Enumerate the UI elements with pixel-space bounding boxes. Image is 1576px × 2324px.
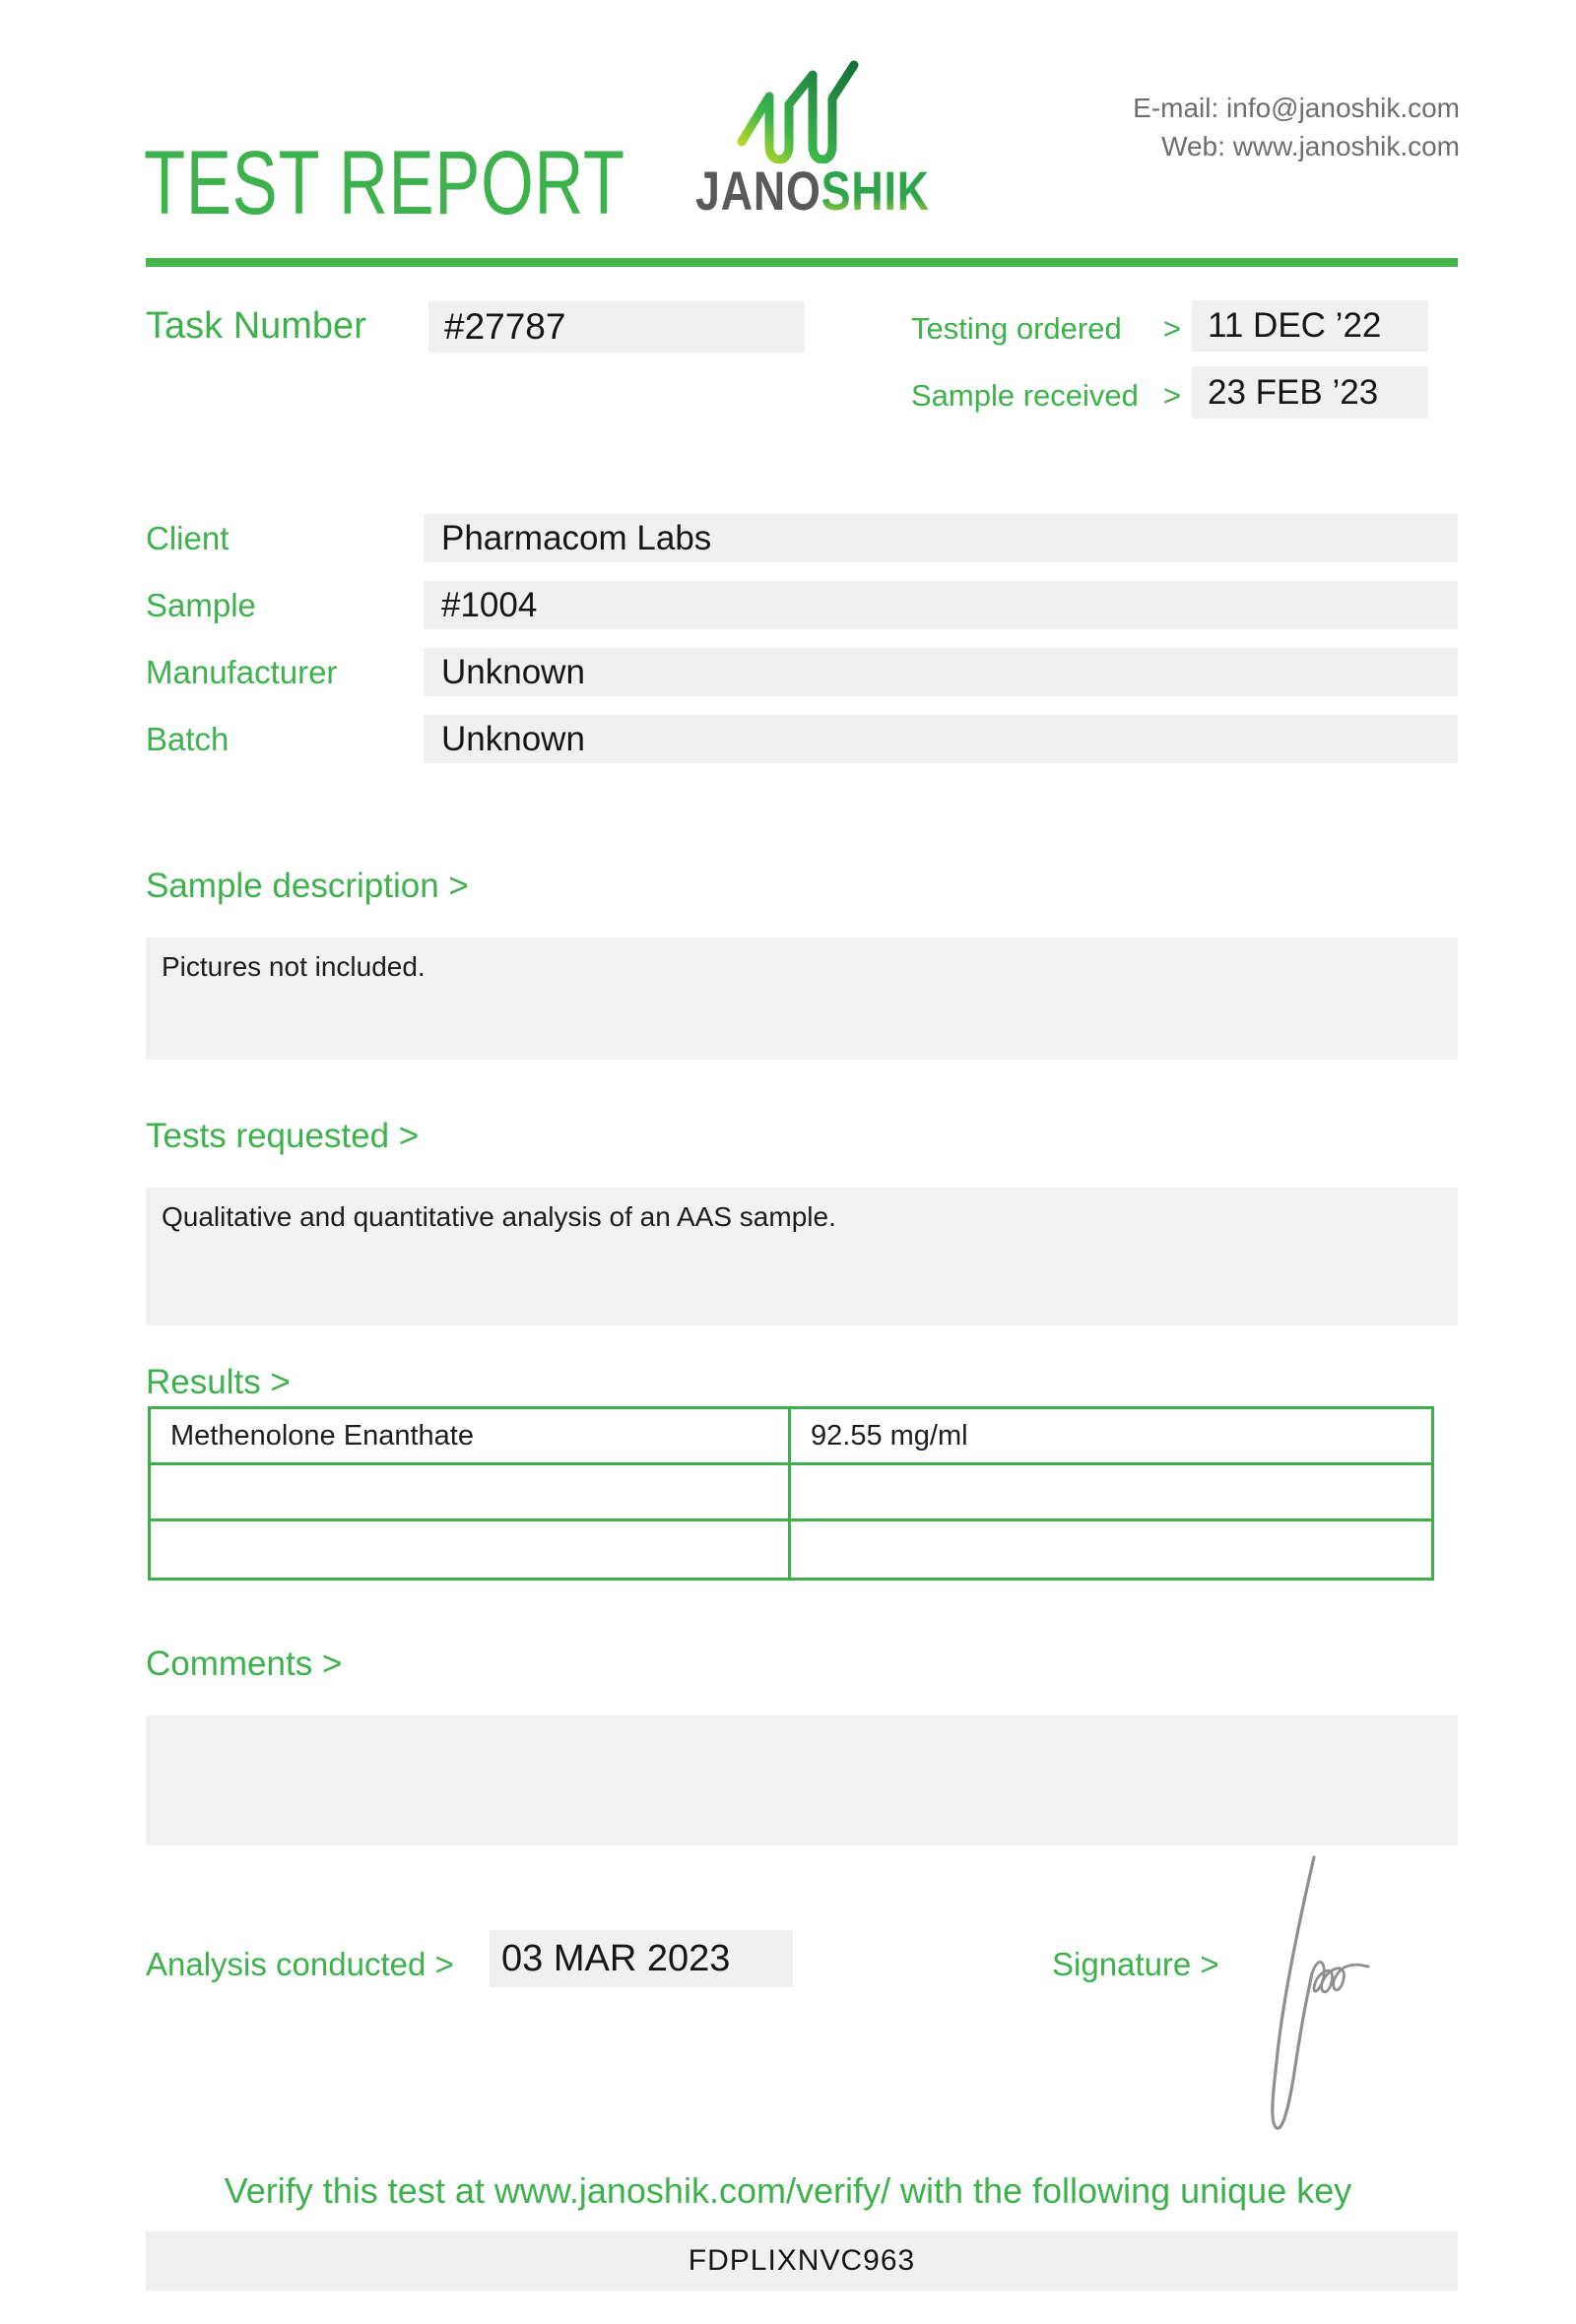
tests-requested-text: Qualitative and quantitative analysis of an AAS sample. xyxy=(162,1201,836,1232)
sample-label: Sample xyxy=(146,587,256,623)
sample-received-row xyxy=(911,378,1181,414)
comments-box xyxy=(146,1715,1458,1845)
sample-description-box xyxy=(146,937,1458,1060)
comments-heading: Comments > xyxy=(146,1645,343,1683)
result-analyte-cell: Methenolone Enanthate xyxy=(151,1409,788,1462)
client-value: Pharmacom Labs xyxy=(424,514,1458,562)
result-analyte-cell xyxy=(151,1465,788,1518)
task-number-value: #27787 xyxy=(428,301,805,353)
sample-description-text: Pictures not included. xyxy=(162,951,426,982)
testing-ordered-row xyxy=(911,311,1181,347)
chevron-icon: > xyxy=(1162,311,1181,346)
batch-label: Batch xyxy=(146,721,230,757)
sample-received-label: Sample received xyxy=(911,378,1139,413)
client-label: Client xyxy=(146,520,230,556)
result-value-cell: 92.55 mg/ml xyxy=(791,1409,1431,1462)
sample-description-heading: Sample description > xyxy=(146,867,469,905)
chevron-icon: > xyxy=(1162,378,1181,413)
analysis-conducted-label: Analysis conducted > xyxy=(146,1946,454,1982)
logo-wordmark xyxy=(695,160,930,222)
verify-instruction: Verify this test at www.janoshik.com/verify/ with the following unique key xyxy=(224,2170,1352,2211)
tests-requested-box xyxy=(146,1188,1458,1325)
result-value-cell xyxy=(791,1465,1431,1518)
sample-value: #1004 xyxy=(424,581,1458,629)
result-value-cell xyxy=(791,1521,1431,1578)
sample-received-value: 23 FEB ’23 xyxy=(1192,366,1428,419)
task-number-label: Task Number xyxy=(146,305,366,347)
header-divider xyxy=(146,258,1458,267)
logo-text-jano: JANO xyxy=(695,160,821,222)
email-line: E-mail: info@janoshik.com xyxy=(1133,93,1460,123)
testing-ordered-value: 11 DEC ’22 xyxy=(1192,300,1428,352)
batch-value: Unknown xyxy=(424,715,1458,763)
contact-block xyxy=(1133,89,1460,165)
tests-requested-heading: Tests requested > xyxy=(146,1117,420,1155)
result-analyte-cell xyxy=(151,1521,788,1578)
results-table xyxy=(148,1406,1434,1581)
trend-chart-icon xyxy=(734,59,862,163)
page-title: TEST REPORT xyxy=(144,133,625,233)
unique-key-value: FDPLIXNVC963 xyxy=(146,2231,1458,2291)
testing-ordered-label: Testing ordered xyxy=(911,311,1122,346)
signature-label: Signature > xyxy=(1052,1946,1219,1982)
web-line: Web: www.janoshik.com xyxy=(1161,131,1460,161)
comments-text xyxy=(146,1715,1458,1729)
manufacturer-value: Unknown xyxy=(424,648,1458,696)
manufacturer-label: Manufacturer xyxy=(146,654,338,690)
results-heading: Results > xyxy=(146,1363,291,1401)
analysis-date-value: 03 MAR 2023 xyxy=(490,1930,793,1987)
logo-text-shik: SHIK xyxy=(821,160,930,222)
signature-image xyxy=(1253,1851,1381,2139)
